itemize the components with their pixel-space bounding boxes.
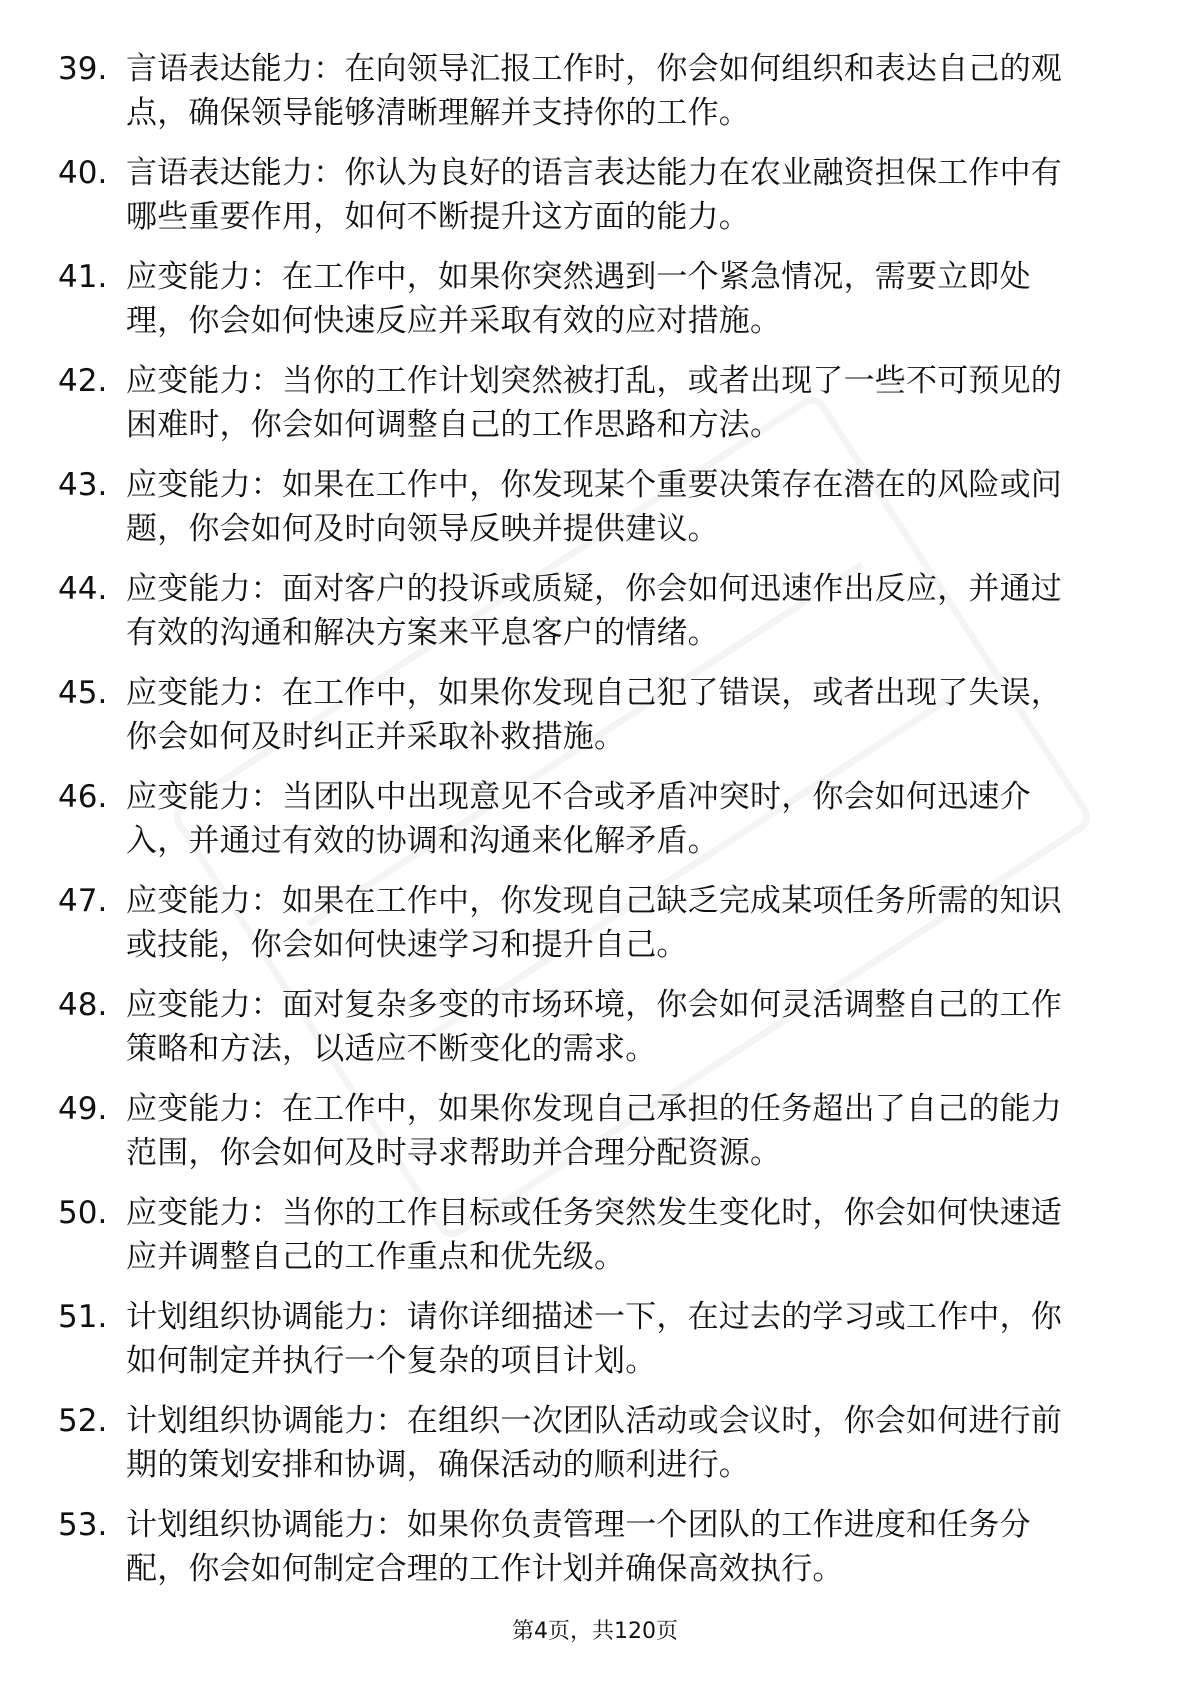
question-item-47 bbox=[58, 879, 1138, 979]
question-item-50 bbox=[58, 1191, 1138, 1291]
question-text: 应变能力：如果在工作中，你发现自己缺乏完成某项任务所需的知识或技能，你会如何快速学习和提升自己。 bbox=[126, 883, 1062, 963]
question-number: 48. bbox=[58, 987, 108, 1023]
question-number: 47. bbox=[58, 883, 108, 919]
question-item-43 bbox=[58, 463, 1138, 563]
question-text: 应变能力：当你的工作计划突然被打乱，或者出现了一些不可预见的困难时，你会如何调整自己的工作思路和方法。 bbox=[126, 363, 1062, 443]
question-text: 应变能力：在工作中，如果你突然遇到一个紧急情况，需要立即处理，你会如何快速反应并采取有效的应对措施。 bbox=[126, 259, 1031, 339]
question-number: 40. bbox=[58, 155, 108, 191]
question-item-39 bbox=[58, 47, 1138, 147]
question-item-40 bbox=[58, 151, 1138, 251]
question-item-52 bbox=[58, 1399, 1138, 1499]
page-footer: 第4页，共120页 bbox=[512, 1619, 678, 1644]
question-text: 应变能力：当你的工作目标或任务突然发生变化时，你会如何快速适应并调整自己的工作重点和优先级。 bbox=[126, 1195, 1062, 1275]
question-text: 应变能力：当团队中出现意见不合或矛盾冲突时，你会如何迅速介入，并通过有效的协调和沟通来化解矛盾。 bbox=[126, 779, 1031, 859]
question-number: 53. bbox=[58, 1507, 108, 1543]
question-number: 46. bbox=[58, 779, 108, 815]
question-text: 计划组织协调能力：在组织一次团队活动或会议时，你会如何进行前期的策划安排和协调，确保活动的顺利进行。 bbox=[126, 1403, 1062, 1483]
question-number: 44. bbox=[58, 571, 108, 607]
question-text: 计划组织协调能力：请你详细描述一下，在过去的学习或工作中，你如何制定并执行一个复杂的项目计划。 bbox=[126, 1299, 1062, 1379]
question-item-51 bbox=[58, 1295, 1138, 1395]
question-text: 应变能力：在工作中，如果你发现自己承担的任务超出了自己的能力范围，你会如何及时寻求帮助并合理分配资源。 bbox=[126, 1091, 1062, 1171]
question-text: 言语表达能力：在向领导汇报工作时，你会如何组织和表达自己的观点，确保领导能够清晰理解并支持你的工作。 bbox=[126, 51, 1062, 131]
question-text: 应变能力：在工作中，如果你发现自己犯了错误，或者出现了失误，你会如何及时纠正并采取补救措施。 bbox=[126, 675, 1062, 755]
question-number: 39. bbox=[58, 51, 108, 87]
question-number: 52. bbox=[58, 1403, 108, 1439]
question-list bbox=[58, 47, 1138, 1607]
question-item-45 bbox=[58, 671, 1138, 771]
question-item-44 bbox=[58, 567, 1138, 667]
question-number: 42. bbox=[58, 363, 108, 399]
question-item-53 bbox=[58, 1503, 1138, 1603]
question-item-42 bbox=[58, 359, 1138, 459]
question-item-41 bbox=[58, 255, 1138, 355]
question-text: 计划组织协调能力：如果你负责管理一个团队的工作进度和任务分配，你会如何制定合理的工作计划并确保高效执行。 bbox=[126, 1507, 1031, 1587]
question-item-48 bbox=[58, 983, 1138, 1083]
question-number: 41. bbox=[58, 259, 108, 295]
question-item-46 bbox=[58, 775, 1138, 875]
question-number: 49. bbox=[58, 1091, 108, 1127]
question-number: 50. bbox=[58, 1195, 108, 1231]
question-item-49 bbox=[58, 1087, 1138, 1187]
question-number: 51. bbox=[58, 1299, 108, 1335]
question-text: 应变能力：面对复杂多变的市场环境，你会如何灵活调整自己的工作策略和方法，以适应不断变化的需求。 bbox=[126, 987, 1062, 1067]
question-number: 43. bbox=[58, 467, 108, 503]
question-text: 应变能力：面对客户的投诉或质疑，你会如何迅速作出反应，并通过有效的沟通和解决方案来平息客户的情绪。 bbox=[126, 571, 1062, 651]
question-number: 45. bbox=[58, 675, 108, 711]
question-text: 应变能力：如果在工作中，你发现某个重要决策存在潜在的风险或问题，你会如何及时向领导反映并提供建议。 bbox=[126, 467, 1062, 547]
question-text: 言语表达能力：你认为良好的语言表达能力在农业融资担保工作中有哪些重要作用，如何不断提升这方面的能力。 bbox=[126, 155, 1062, 235]
